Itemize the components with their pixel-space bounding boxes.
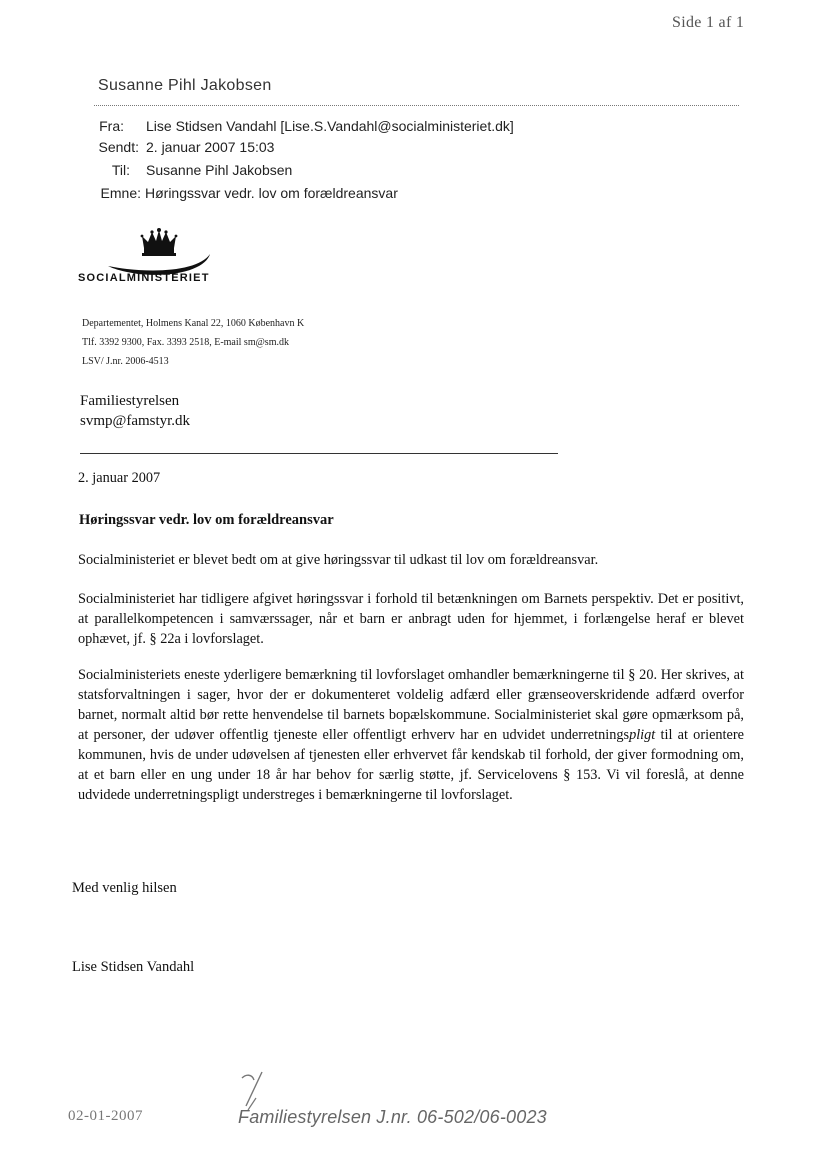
- paragraph-2-text: Socialministeriet har tidligere afgivet høringssvar i forhold til betænkningen om Barnets perspektiv. Det er positivt, at parallelkompetencen i samværssager, når et barn er anbragt uden for hjemmet, i forlængelse heraf er blevet ophævet, jf. § 22a i lovforslaget.: [78, 591, 744, 647]
- paragraph-3-part-a: Socialministeriets eneste yderligere bemærkning til lovforslaget omhandler bemærkningerne til § 20. Her skrives, at statsforvaltningen i sager, hvor der er dokumenteret voldelig adfærd eller grænseoverskridende adfærd overfor barnet, normalt altid bør rette henvendelse til barnets bopælskommune. Socialministeriet skal gøre opmærksom på, at personer, der udøver offentlig tjeneste eller offentligt erhverv har en udvidet underretnings: [78, 667, 744, 743]
- letter-date: [78, 468, 744, 488]
- paragraph-3-emphasis: pligt: [629, 727, 656, 743]
- paragraph-1: [78, 550, 744, 570]
- journal-stamp: Familiestyrelsen J.nr. 06-502/06-0023: [238, 1107, 547, 1127]
- mailbox-owner: Susanne Pihl Jakobsen: [98, 77, 272, 94]
- paragraph-3-text: [78, 665, 744, 805]
- header-divider: [94, 105, 739, 106]
- to-label: Til:: [111, 162, 130, 178]
- signature: Lise Stidsen Vandahl: [72, 959, 195, 975]
- from-label: Fra:: [99, 118, 124, 134]
- paragraph-3: [78, 665, 744, 805]
- page-indicator: Side 1 af 1: [672, 14, 745, 31]
- closing: Med venlig hilsen: [72, 880, 177, 896]
- paragraph-1-text: Socialministeriet er blevet bedt om at give høringssvar til udkast til lov om forældreansvar.: [78, 552, 599, 568]
- letter-date-text: 2. januar 2007: [78, 470, 161, 486]
- sender-reference: LSV/ J.nr. 2006-4513: [82, 356, 169, 367]
- sent-label: Sendt:: [98, 139, 139, 155]
- recipient-email: svmp@famstyr.dk: [80, 413, 191, 429]
- paragraph-2: [78, 589, 744, 649]
- subject-label: Emne:: [100, 185, 141, 201]
- org-name: SOCIALMINISTERIET: [78, 272, 210, 284]
- sender-contact: Tlf. 3392 9300, Fax. 3393 2518, E-mail sm@sm.dk: [82, 337, 289, 348]
- subject-value: Høringssvar vedr. lov om forældreansvar: [145, 185, 398, 201]
- sender-address: Departementet, Holmens Kanal 22, 1060 København K: [82, 318, 305, 329]
- sent-value: 2. januar 2007 15:03: [146, 139, 275, 155]
- letter-subject: Høringssvar vedr. lov om forældreansvar: [79, 512, 334, 528]
- recipient-divider: [80, 453, 558, 454]
- recipient-name: Familiestyrelsen: [80, 393, 180, 409]
- from-value: Lise Stidsen Vandahl [Lise.S.Vandahl@socialministeriet.dk]: [146, 118, 514, 134]
- to-value: Susanne Pihl Jakobsen: [146, 162, 293, 178]
- paragraph-3-part-b: til at orientere kommunen, hvis de under udøvelsen af tjenesten eller erhvervet får kendskab til forhold, der giver formodning om, at et barn eller en ung under 18 år har behov for særlig støtte, jf. Servicelovens § 153. Vi vil foreslå, at denne udvidede underretningspligt understreges i bemærkningerne til lovforslaget.: [78, 727, 744, 803]
- received-date-stamp: 02-01-2007: [68, 1108, 143, 1124]
